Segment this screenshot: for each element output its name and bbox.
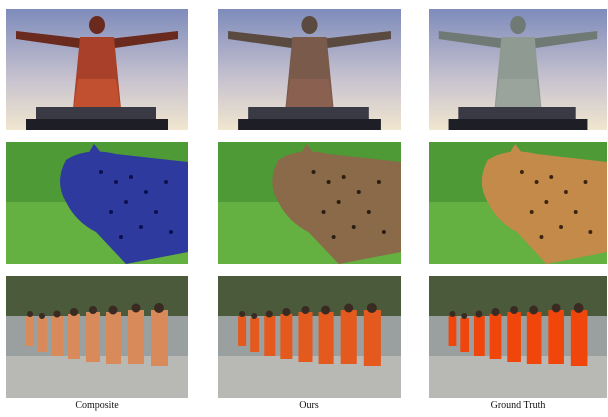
- caption-composite: Composite: [75, 400, 119, 411]
- statue-composite-image: [6, 9, 188, 130]
- monks-ground-truth-image: [429, 276, 607, 398]
- cheetah-ours-image: [218, 142, 401, 264]
- statue-ours-image: [218, 9, 401, 130]
- cheetah-composite-image: [6, 142, 188, 264]
- monks-ours-image: [218, 276, 401, 398]
- caption-ground-truth: Ground Truth: [490, 400, 546, 411]
- statue-ground-truth-image: [429, 9, 607, 130]
- monks-composite-image: [6, 276, 188, 398]
- cheetah-ground-truth-image: [429, 142, 607, 264]
- caption-ours: Ours: [299, 400, 319, 411]
